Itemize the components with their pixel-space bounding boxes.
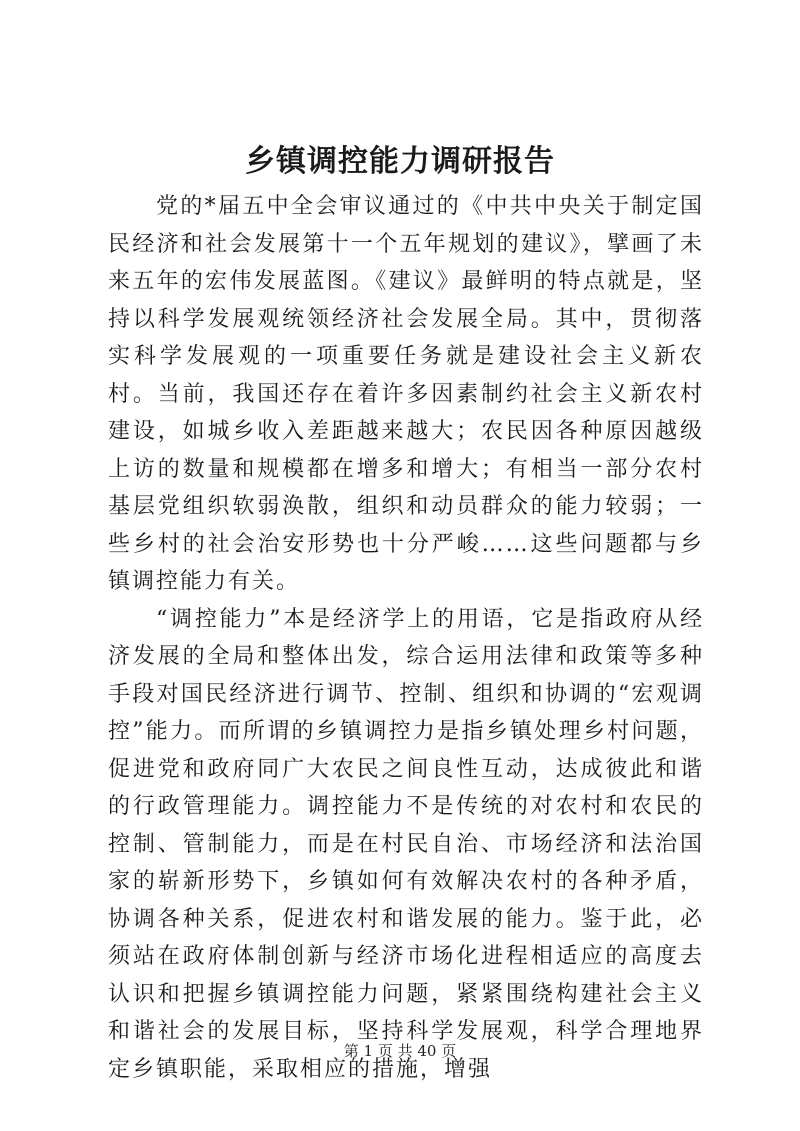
page-footer: 第 1 页 共 40 页 — [343, 1042, 457, 1060]
document-body — [108, 188, 704, 1088]
paragraph-intro: 党的*届五中全会审议通过的《中共中央关于制定国民经济和社会发展第十一个五年规划的建议》，擘画了未来五年的宏伟发展蓝图。《建议》最鲜明的特点就是，坚持以科学发展观统领经济社会发展全局。其中，贯彻落实科学发展观的一项重要任务就是建设社会主义新农村。当前，我国还存在着许多因素制约社会主义新农村建设，如城乡收入差距越来越大；农民因各种原因越级上访的数量和规模都在增多和增大；有相当一部分农村基层党组织软弱涣散，组织和动员群众的能力较弱；一些乡村的社会治安形势也十分严峻……这些问题都与乡镇调控能力有关。 — [108, 194, 704, 594]
paragraph-definition: “调控能力”本是经济学上的用语，它是指政府从经济发展的全局和整体出发，综合运用法律和政策等多种手段对国民经济进行调节、控制、组织和协调的“宏观调控”能力。而所谓的乡镇调控力是指乡镇处理乡村问题，促进党和政府同广大农民之间良性互动，达成彼此和谐的行政管理能力。调控能力不是传统的对农村和农民的控制、管制能力，而是在村民自治、市场经济和法治国家的崭新形势下，乡镇如何有效解决农村的各种矛盾，协调各种关系，促进农村和谐发展的能力。鉴于此，必须站在政府体制创新与经济市场化进程相适应的高度去认识和把握乡镇调控能力问题，紧紧围绕构建社会主义和谐社会的发展目标，坚持科学发展观，科学合理地界定乡镇职能，采取相应的措施，增强 — [108, 606, 704, 1082]
document-title: 乡镇调控能力调研报告 — [245, 144, 555, 179]
